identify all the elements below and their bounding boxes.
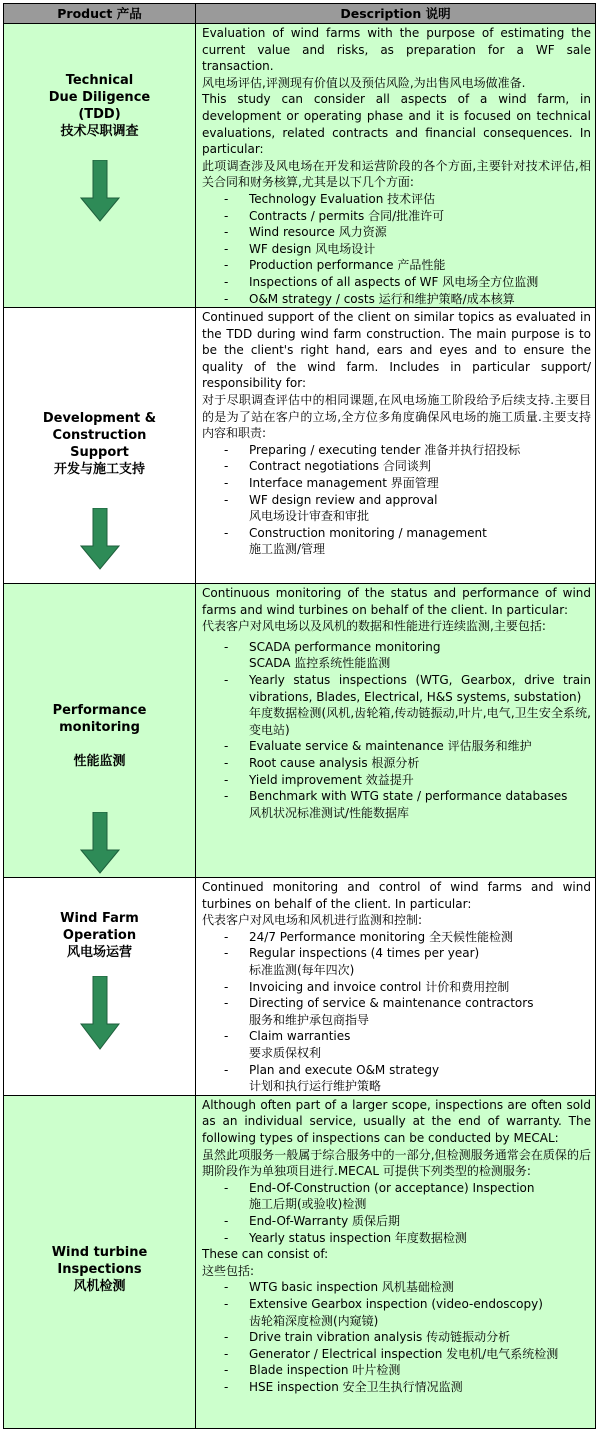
down-arrow-icon [80,812,120,874]
bullet-list [202,191,591,307]
list-item: - End-Of-Construction (or acceptance) Inspection 施工后期(或验收)检测 [202,1180,591,1213]
description-paragraph: Although often part of a larger scope, inspections are often sold as an individual service, usually at the end of warranty. The following types of inspections can be conducted by MECAL: [202,1097,591,1145]
description-cell [196,1095,596,1428]
product-cell [4,1095,196,1428]
bullet-list [202,442,591,558]
list-item: - Contracts / permits 合同/批准许可 [202,208,591,225]
list-item: - O&M strategy / costs 运行和维护策略/成本核算 [202,291,591,308]
list-item: - Construction monitoring / management 施工监测/管理 [202,525,591,558]
list-item: - Technology Evaluation 技术评估 [202,191,591,208]
table-row [4,1095,596,1428]
product-name: Development & Construction Support 开发与施工支持 [42,411,157,478]
list-item: - Drive train vibration analysis 传动链振动分析 [202,1329,591,1346]
description-cell [196,308,596,584]
services-table [3,3,596,1429]
list-item: - Yield improvement 效益提升 [202,772,591,789]
list-item: - Root cause analysis 根源分析 [202,755,591,772]
description-cell [196,24,596,308]
down-arrow-icon [80,976,120,1050]
list-item: - WF design review and approval 风电场设计审查和审批 [202,492,591,525]
bullet-list [202,929,591,1095]
list-item: - Extensive Gearbox inspection (video-endoscopy) 齿轮箱深度检测(内窥镜) [202,1296,591,1329]
list-item: - Invoicing and invoice control 计价和费用控制 [202,979,591,996]
list-item: - Claim warranties 要求质保权利 [202,1028,591,1061]
bullet-list [202,1180,591,1246]
description-cell [196,878,596,1096]
description-column-header: Description 说明 [196,4,596,24]
description-paragraph: Continued monitoring and control of wind farms and wind turbines on behalf of the client. In particular: [202,880,591,911]
product-name: Wind Farm Operation 风电场运营 [60,911,139,961]
product-cell [4,24,196,308]
list-item: - SCADA performance monitoring SCADA 监控系统性能监测 [202,639,591,672]
list-item: - Interface management 界面管理 [202,475,591,492]
list-item: - Wind resource 风力资源 [202,224,591,241]
list-item: - WTG basic inspection 风机基础检测 [202,1279,591,1296]
product-name: Wind turbine Inspections 风机检测 [51,1244,148,1294]
description-paragraph: 代表客户对风电场以及风机的数据和性能进行连续监测,主要包括: [202,619,546,634]
description-paragraph: Evaluation of wind farms with the purpose of estimating the current value and risks, as preparation for a WF sale transaction. [202,26,591,74]
list-item: - Production performance 产品性能 [202,257,591,274]
list-item: - Blade inspection 叶片检测 [202,1362,591,1379]
table-row [4,308,596,584]
description-paragraph: 风电场评估,评测现有价值以及预估风险,为出售风电场做准备. [202,75,526,90]
description-paragraph: These can consist of: [202,1247,329,1262]
bullet-list [202,639,591,822]
table-header-row [4,4,596,24]
down-arrow-icon [80,160,120,222]
down-arrow-icon [80,508,120,570]
list-item: - WF design 风电场设计 [202,241,591,258]
description-cell [196,584,596,878]
list-item: - Yearly status inspection 年度数据检测 [202,1230,591,1247]
description-paragraph: 虽然此项服务一般属于综合服务中的一部分,但检测服务通常会在质保的后期阶段作为单独项目进行.MECAL 可提供下列类型的检测服务: [202,1147,591,1179]
description-paragraph: Continuous monitoring of the status and performance of wind farms and wind turbines on behalf of the client. In particular: [202,586,591,617]
description-paragraph: This study can consider all aspects of a wind farm, in development or operating phase and it is focused on technical evaluations, related contracts and financial consequences. In particular: [202,92,591,157]
list-item: - Inspections of all aspects of WF 风电场全方位监测 [202,274,591,291]
product-column-header: Product 产品 [4,4,196,24]
description-paragraph: Continued support of the client on similar topics as evaluated in the TDD during wind farm construction. The main purpose is to be the client's right hand, ears and eyes and to ensure the quality of the wind farm. Includes in particular support/ responsibility for: [202,310,591,391]
list-item: - Regular inspections (4 times per year) 标准监测(每年四次) [202,945,591,978]
description-paragraph: 这些包括: [202,1263,255,1278]
bullet-list [202,1279,591,1395]
table-row [4,584,596,878]
description-paragraph: 代表客户对风电场和风机进行监测和控制: [202,913,423,928]
description-paragraph: 对于尽职调查评估中的相同课题,在风电场施工阶段给予后续支持.主要目的是为了站在客户的立场,全方位多角度确保风电场的施工质量.主要支持内容和职责: [202,393,591,441]
list-item: - Plan and execute O&M strategy 计划和执行运行维护策略 [202,1062,591,1095]
list-item: - 24/7 Performance monitoring 全天候性能检测 [202,929,591,946]
list-item: - End-Of-Warranty 质保后期 [202,1213,591,1230]
list-item: - Benchmark with WTG state / performance databases 风机状况标准测试/性能数据库 [202,788,591,821]
list-item: - Preparing / executing tender 准备并执行招投标 [202,442,591,459]
list-item: - Yearly status inspections (WTG, Gearbox, drive train vibrations, Blades, Electrical, H&S systems, substation) 年度数据检测(风机,齿轮箱,传动链振动,叶片,电气,卫生安全系统,变电站) [202,672,591,738]
list-item: - Generator / Electrical inspection 发电机/电气系统检测 [202,1346,591,1363]
product-name: Performance monitoring 性能监测 [52,703,147,770]
product-cell [4,878,196,1096]
list-item: - Evaluate service & maintenance 评估服务和维护 [202,738,591,755]
table-row [4,878,596,1096]
product-cell [4,584,196,878]
table-row [4,24,596,308]
description-paragraph: 此项调查涉及风电场在开发和运营阶段的各个方面,主要针对技术评估,相关合同和财务核算,尤其是以下几个方面: [202,158,591,190]
product-cell [4,308,196,584]
product-name: Technical Due Diligence (TDD) 技术尽职调查 [48,73,151,139]
list-item: - Contract negotiations 合同谈判 [202,458,591,475]
list-item: - Directing of service & maintenance contractors 服务和维护承包商指导 [202,995,591,1028]
list-item: - HSE inspection 安全卫生执行情况监测 [202,1379,591,1396]
